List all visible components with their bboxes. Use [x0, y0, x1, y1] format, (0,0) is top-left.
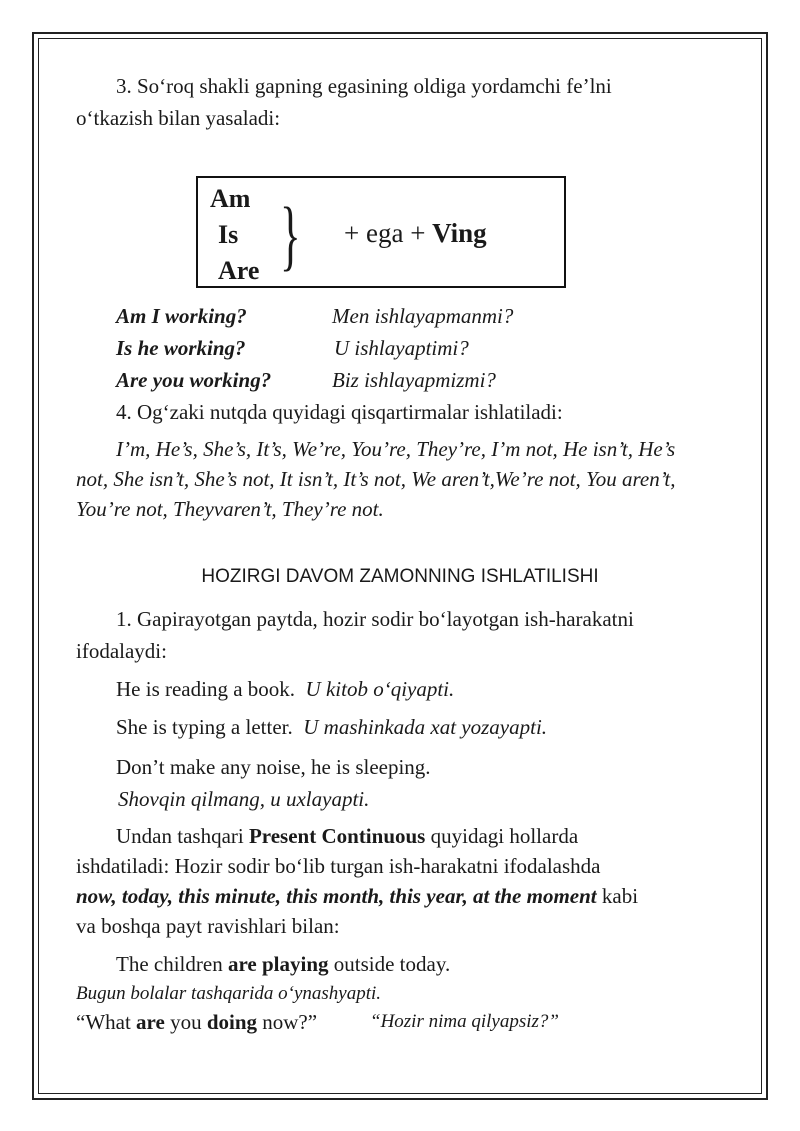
children-a: The children — [116, 952, 228, 976]
usage-example-2-en: She is typing a letter. — [116, 715, 293, 739]
usage1-line2: ifodalaydi: — [76, 639, 167, 663]
undan-line3 — [76, 880, 638, 912]
children-uz: Bugun bolalar tashqarida o‘ynashyapti. — [76, 983, 382, 1004]
undan-line1 — [116, 820, 578, 852]
whatdoing-c: you — [164, 1010, 207, 1034]
usage-example-2-uz: U mashinkada xat yozayapti. — [303, 715, 548, 739]
usage-example-1-en: He is reading a book. — [116, 677, 296, 701]
whatdoing-d: doing — [206, 1010, 258, 1034]
noise-en: Don’t make any noise, he is sleeping. — [116, 755, 431, 779]
formula-rest — [344, 218, 487, 249]
whatdoing-e: now?” — [257, 1010, 318, 1034]
section-heading: HOZIRGI DAVOM ZAMONNING ISHLATILISHI — [201, 566, 599, 587]
contractions-line2: not, She isn’t, She’s not, It isn’t, It’s not, We aren’t,We’re not, You aren’t, — [76, 467, 676, 491]
verb-am: Am — [210, 184, 251, 213]
plus-ega: + ega + — [344, 218, 433, 248]
para4: 4. Og‘zaki nutqda quyidagi qisqartirmalar ishlatiladi: — [116, 400, 563, 424]
whatdoing-en — [76, 1006, 317, 1038]
noise-uz: Shovqin qilmang, u uxlayapti. — [118, 787, 370, 811]
ving: Ving — [432, 218, 487, 248]
usage-example-2 — [116, 711, 547, 743]
verb-is: Is — [218, 220, 239, 249]
curly-brace: } — [280, 191, 301, 278]
undan-l1-a: Undan tashqari — [116, 824, 249, 848]
undan-line4: va boshqa payt ravishlari bilan: — [76, 914, 340, 938]
undan-l1-b: Present Continuous — [248, 824, 426, 848]
whatdoing-b: are — [136, 1010, 165, 1034]
children-b: are playing — [227, 952, 329, 976]
example-2-uz: U ishlayaptimi? — [334, 336, 469, 360]
whatdoing-a: “What — [76, 1010, 137, 1034]
usage1-line1: 1. Gapirayotgan paytda, hozir sodir bo‘layotgan ish-harakatni — [116, 607, 634, 631]
para3-line2: o‘tkazish bilan yasaladi: — [76, 106, 281, 130]
whatdoing-uz: “Hozir nima qilyapsiz?” — [370, 1011, 559, 1032]
usage-example-1-uz: U kitob o‘qiyapti. — [305, 677, 455, 701]
undan-l3-b: kabi — [596, 884, 639, 908]
example-2-en: Is he working? — [116, 336, 246, 360]
contractions-line1: I’m, He’s, She’s, It’s, We’re, You’re, They’re, I’m not, He isn’t, He’s — [116, 437, 676, 461]
contractions-line3: You’re not, Theyvaren’t, They’re not. — [76, 497, 384, 521]
example-1-en: Am I working? — [116, 304, 247, 328]
undan-l3-a: now, today, this minute, this month, this year, at the moment — [76, 884, 597, 908]
undan-l1-c: quyidagi hollarda — [425, 824, 579, 848]
example-3-uz: Biz ishlayapmizmi? — [332, 368, 496, 392]
usage-example-1 — [116, 673, 454, 705]
verb-are: Are — [218, 256, 260, 285]
example-1-uz: Men ishlayapmanmi? — [332, 304, 514, 328]
undan-line2: ishdatiladi: Hozir sodir bo‘lib turgan ish-harakatni ifodalashda — [76, 854, 601, 878]
example-3-en: Are you working? — [116, 368, 272, 392]
formula-box — [196, 176, 566, 288]
children-c: outside today. — [328, 952, 451, 976]
para3-line1: 3. So‘roq shakli gapning egasining oldiga yordamchi fe’lni — [116, 74, 612, 98]
children-en — [116, 948, 450, 980]
